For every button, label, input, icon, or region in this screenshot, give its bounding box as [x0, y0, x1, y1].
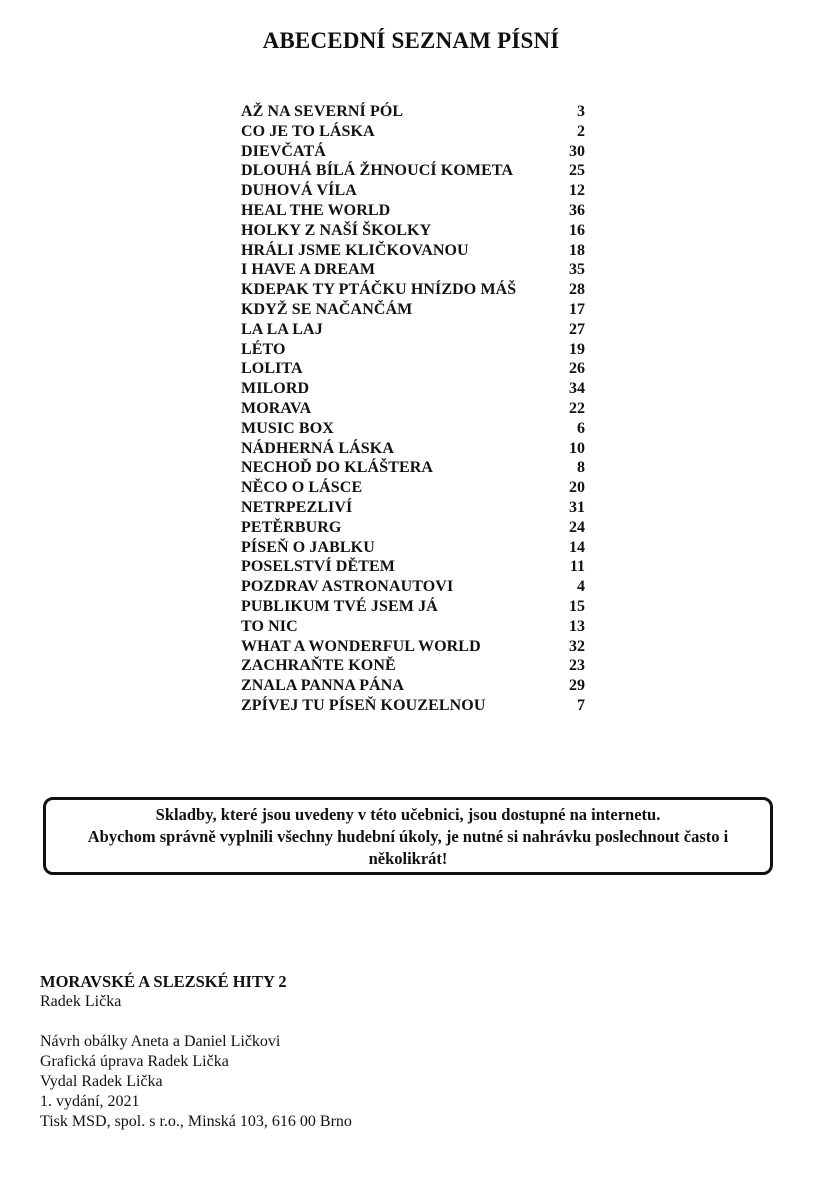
song-page-number: 30 [569, 142, 585, 160]
song-page-number: 18 [569, 241, 585, 259]
song-page-number: 4 [577, 578, 585, 596]
song-page-number: 32 [569, 637, 585, 655]
song-page-number: 2 [577, 122, 585, 140]
song-title: HOLKY Z NAŠÍ ŠKOLKY [241, 221, 432, 239]
printer-info: Tisk MSD, spol. s r.o., Minská 103, 616 00 Brno [40, 1113, 352, 1130]
song-title: DIEVČATÁ [241, 142, 326, 160]
song-index-row [241, 617, 585, 637]
song-page-number: 6 [577, 419, 585, 437]
song-title: NECHOĎ DO KLÁŠTERA [241, 459, 434, 477]
song-page-number: 15 [569, 597, 585, 615]
song-title: PÍSEŇ O JABLKU [241, 538, 375, 556]
song-index-row [241, 557, 585, 577]
song-title: WHAT A WONDERFUL WORLD [241, 637, 481, 655]
song-index-row [241, 102, 585, 122]
song-index-row [241, 399, 585, 419]
song-page-number: 8 [577, 459, 585, 477]
song-title: LÉTO [241, 340, 286, 358]
song-title: POZDRAV ASTRONAUTOVI [241, 578, 454, 596]
song-index-row [241, 597, 585, 617]
song-page-number: 26 [569, 360, 585, 378]
publisher-credit: Vydal Radek Lička [40, 1073, 163, 1090]
song-page-number: 27 [569, 320, 585, 338]
song-index-row [241, 538, 585, 558]
song-page-number: 35 [569, 261, 585, 279]
song-page-number: 16 [569, 221, 585, 239]
song-page-number: 23 [569, 657, 585, 675]
song-title: PETĚRBURG [241, 518, 342, 536]
song-title: NETRPEZLIVÍ [241, 498, 353, 516]
song-index-row [241, 241, 585, 261]
song-index-row [241, 320, 585, 340]
song-title: HRÁLI JSME KLIČKOVANOU [241, 241, 469, 259]
song-title: LOLITA [241, 360, 303, 378]
song-index-row [241, 696, 585, 716]
song-index-row [241, 518, 585, 538]
book-title: MORAVSKÉ A SLEZSKÉ HITY 2 [40, 972, 287, 991]
song-index-row [241, 340, 585, 360]
song-title: I HAVE A DREAM [241, 261, 376, 279]
song-page-number: 28 [569, 281, 585, 299]
song-index-row [241, 656, 585, 676]
song-page-number: 13 [569, 617, 585, 635]
song-title: AŽ NA SEVERNÍ PÓL [241, 103, 404, 120]
song-page-number: 10 [569, 439, 585, 457]
song-page-number: 36 [569, 201, 585, 219]
song-page-number: 20 [569, 479, 585, 497]
song-index-row [241, 122, 585, 142]
song-page-number: 11 [569, 558, 585, 576]
song-index-row [241, 676, 585, 696]
song-index-row [241, 359, 585, 379]
song-index-row [241, 498, 585, 518]
song-page-number: 14 [569, 538, 585, 556]
song-page-number: 7 [577, 696, 585, 714]
song-index-row [241, 161, 585, 181]
song-page-number: 29 [569, 677, 585, 695]
internet-notice-box [43, 797, 773, 875]
song-title: MUSIC BOX [241, 419, 334, 437]
song-title: TO NIC [241, 617, 298, 635]
notice-line-listening: Abychom správně vyplnili všechny hudební úkoly, je nutné si nahrávku poslechnout často i několikrát! [87, 827, 729, 868]
author: Radek Lička [40, 993, 122, 1010]
song-title: PUBLIKUM TVÉ JSEM JÁ [241, 597, 438, 615]
song-page-number: 31 [569, 498, 585, 516]
song-title: CO JE TO LÁSKA [241, 122, 375, 140]
song-title: ZPÍVEJ TU PÍSEŇ KOUZELNOU [241, 696, 486, 714]
song-index-row [241, 577, 585, 597]
song-index-row [241, 280, 585, 300]
song-title: ZNALA PANNA PÁNA [241, 677, 405, 695]
song-page-number: 22 [569, 399, 585, 417]
song-index-row [241, 419, 585, 439]
cover-design-credit: Návrh obálky Aneta a Daniel Ličkovi [40, 1033, 281, 1050]
song-title: POSELSTVÍ DĚTEM [241, 558, 395, 576]
song-title: DUHOVÁ VÍLA [241, 182, 357, 200]
song-index-row [241, 142, 585, 162]
song-page-number: 34 [569, 380, 585, 398]
song-index-row [241, 221, 585, 241]
song-index-row [241, 478, 585, 498]
song-page-number: 12 [569, 182, 585, 200]
song-title: NĚCO O LÁSCE [241, 479, 363, 497]
page-title: ABECEDNÍ SEZNAM PÍSNÍ [262, 28, 560, 53]
colophon [40, 972, 540, 1132]
song-index-row [241, 439, 585, 459]
song-page-number: 24 [569, 518, 585, 536]
song-title: HEAL THE WORLD [241, 201, 391, 219]
song-index-row [241, 201, 585, 221]
song-title: KDYŽ SE NAČANČÁM [241, 300, 413, 318]
song-index-row [241, 260, 585, 280]
song-title: ZACHRAŇTE KONĚ [241, 657, 396, 675]
song-page-number: 19 [569, 340, 585, 358]
song-page-number: 25 [569, 162, 585, 180]
song-title: DLOUHÁ BÍLÁ ŽHNOUCÍ KOMETA [241, 162, 514, 180]
song-page-number: 17 [569, 300, 585, 318]
song-title: KDEPAK TY PTÁČKU HNÍZDO MÁŠ [241, 281, 517, 299]
song-index-row [241, 379, 585, 399]
song-title: MILORD [241, 380, 310, 398]
layout-credit: Grafická úprava Radek Lička [40, 1053, 229, 1070]
song-index-row [241, 181, 585, 201]
song-index-row [241, 637, 585, 657]
song-index-row [241, 300, 585, 320]
song-index [241, 102, 585, 716]
notice-line-availability: Skladby, které jsou uvedeny v této učebnici, jsou dostupné na internetu. [155, 805, 661, 824]
song-index-row [241, 458, 585, 478]
song-title: MORAVA [241, 399, 312, 417]
song-title: NÁDHERNÁ LÁSKA [241, 439, 394, 457]
song-title: LA LA LAJ [241, 320, 323, 338]
song-page-number: 3 [577, 103, 585, 120]
edition-info: 1. vydání, 2021 [40, 1093, 140, 1110]
